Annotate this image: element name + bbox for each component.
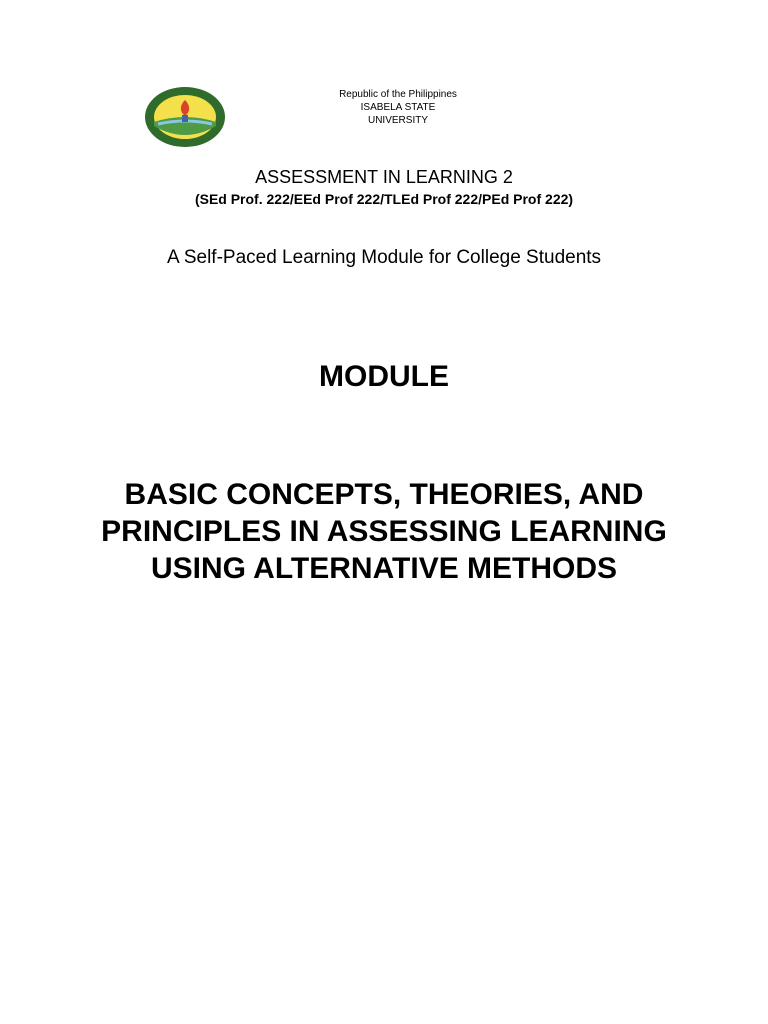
header-university: ISABELA STATE UNIVERSITY: [360, 102, 436, 126]
course-codes: (SEd Prof. 222/EEd Prof 222/TLEd Prof 222/PEd Prof 222): [194, 191, 574, 207]
course-title: ASSESSMENT IN LEARNING 2: [255, 167, 513, 187]
university-seal-logo: [144, 86, 226, 148]
module-label: MODULE: [319, 360, 449, 393]
header-republic: Republic of the Philippines: [339, 89, 457, 100]
module-title: BASIC CONCEPTS, THEORIES, AND PRINCIPLES IN ASSESSING LEARNING USING ALTERNATIVE METHODS: [101, 478, 667, 585]
module-subtitle: A Self-Paced Learning Module for College Students: [166, 247, 602, 268]
